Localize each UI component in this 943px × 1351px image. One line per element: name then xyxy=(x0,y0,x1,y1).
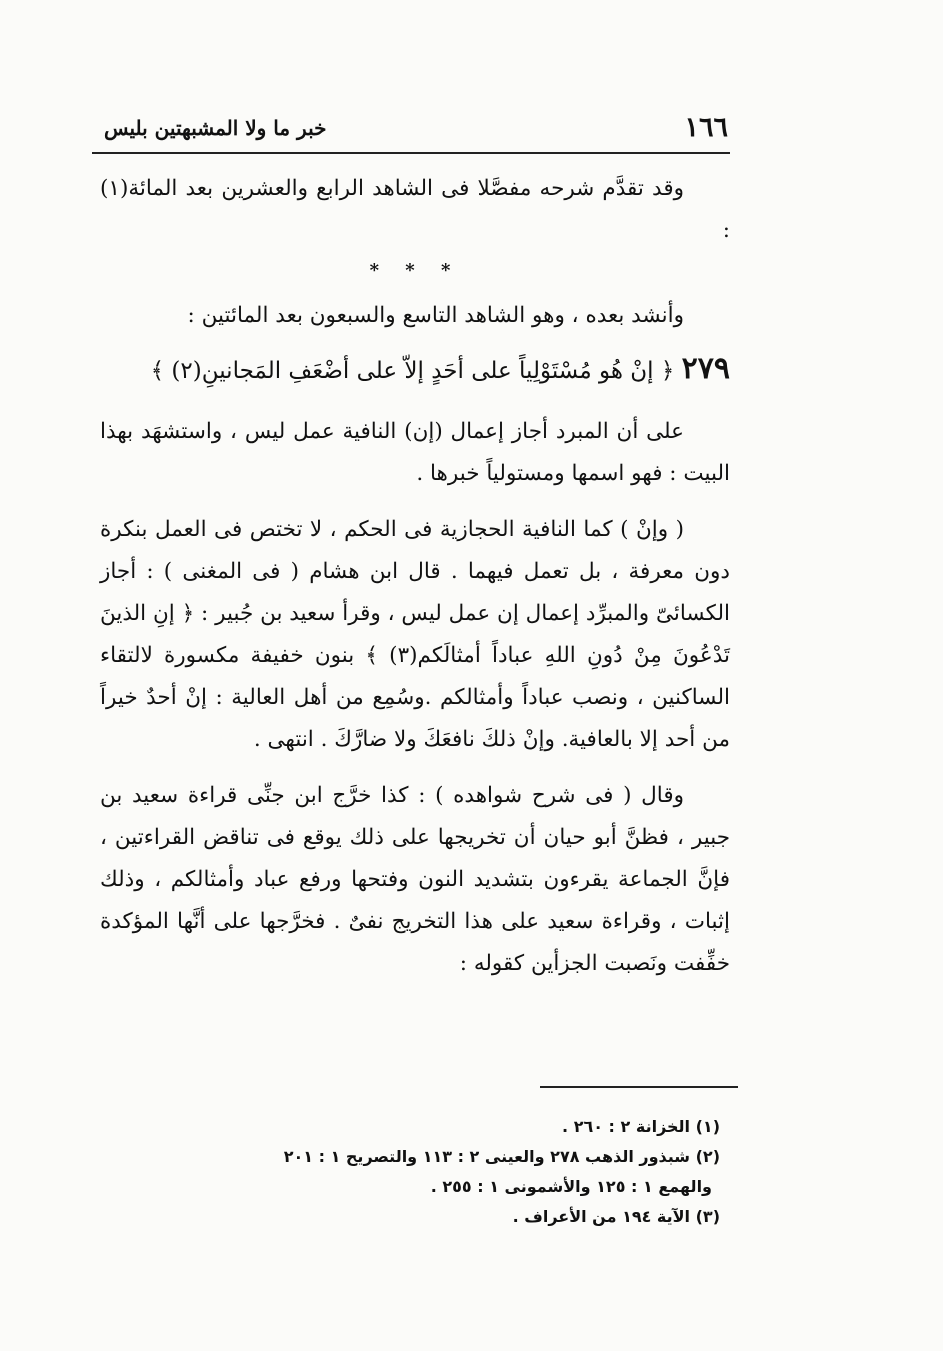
section-separator: * * * xyxy=(369,260,461,281)
footnote-2-continued: والهمع ١ : ١٢٥ والأشمونى ١ : ٢٥٥ . xyxy=(430,1177,712,1196)
verse-text: ﴿ إنْ هُو مُسْتَوْلِياً على أحَدٍ إلاّ على أضْعَفِ المَجانينِ(٢) ﴾ xyxy=(150,358,675,384)
main-text xyxy=(100,168,730,985)
paragraph-explanation: على أن المبرد أجاز إعمال (إن) النافية عمل ليس ، واستشهَد بهذا البيت : فهو اسمها ومستولياً خبرها . xyxy=(100,419,730,486)
paragraph-intro: وقد تقدَّم شرحه مفصَّلا فى الشاهد الرابع والعشرين بعد المائة(١) : xyxy=(100,176,730,243)
poetry-verse xyxy=(100,347,730,393)
footnote-2: (٢) شبذور الذهب ٢٧٨ والعينى ٢ : ١١٣ والتصريح ١ : ٢٠١ xyxy=(283,1147,720,1166)
paragraph-commentary: وقال ( فى شرح شواهده ) : كذا خرَّج ابن جنِّى قراءة سعيد بن جبير ، فظنَّ أبو حيان أن تخريجها على ذلك يوقع فى تناقض القراءتين ، فإنَّ الجماعة يقرءون بتشديد النون وفتحها ورفع عباد وأمثالكم ، وذلك إثبات ، وقراءة سعيد على هذا التخريج نفىٌ . فخرَّجها على أنَّها المؤكدة خفِّفت ونَصبت الجزأين كقوله : xyxy=(100,783,730,976)
verse-number: ٢٧٩ xyxy=(681,351,730,386)
paragraph-grammar: ( وإنْ ) كما النافية الحجازية فى الحكم ، لا تختص فى العمل بنكرة دون معرفة ، بل تعمل فيهما . قال ابن هشام ( فى المغنى ) : أجاز الكسائىّ والمبرِّد إعمال إن عمل ليس ، وقرأ سعيد بن جُبير : ﴿ إنِ الذينَ تَدْعُونَ مِنْ دُونِ اللهِ عباداً أمثالَكم(٣) ﴾ بنون خفيفة مكسورة لالتقاء الساكنين ، ونصب عباداً وأمثالكم .وسُمِع من أهل العالية : إنْ أحدٌ خيراً من أحد إلا بالعافية. وإنْ ذلكَ نافعَكَ ولا ضارَّكَ . انتهى . xyxy=(100,517,730,752)
footnote-divider xyxy=(540,1086,738,1088)
footnotes xyxy=(100,1112,720,1232)
running-title: خبر ما ولا المشبهتين بليس xyxy=(104,116,327,140)
page-header xyxy=(92,112,730,154)
footnote-3: (٣) الآية ١٩٤ من الأعراف . xyxy=(512,1207,720,1226)
footnote-1: (١) الخزانة ٢ : ٢٦٠ . xyxy=(562,1117,720,1136)
paragraph-verse-intro: وأنشد بعده ، وهو الشاهد التاسع والسبعون بعد المائتين : xyxy=(187,303,684,328)
page-number: ١٦٦ xyxy=(684,112,728,143)
